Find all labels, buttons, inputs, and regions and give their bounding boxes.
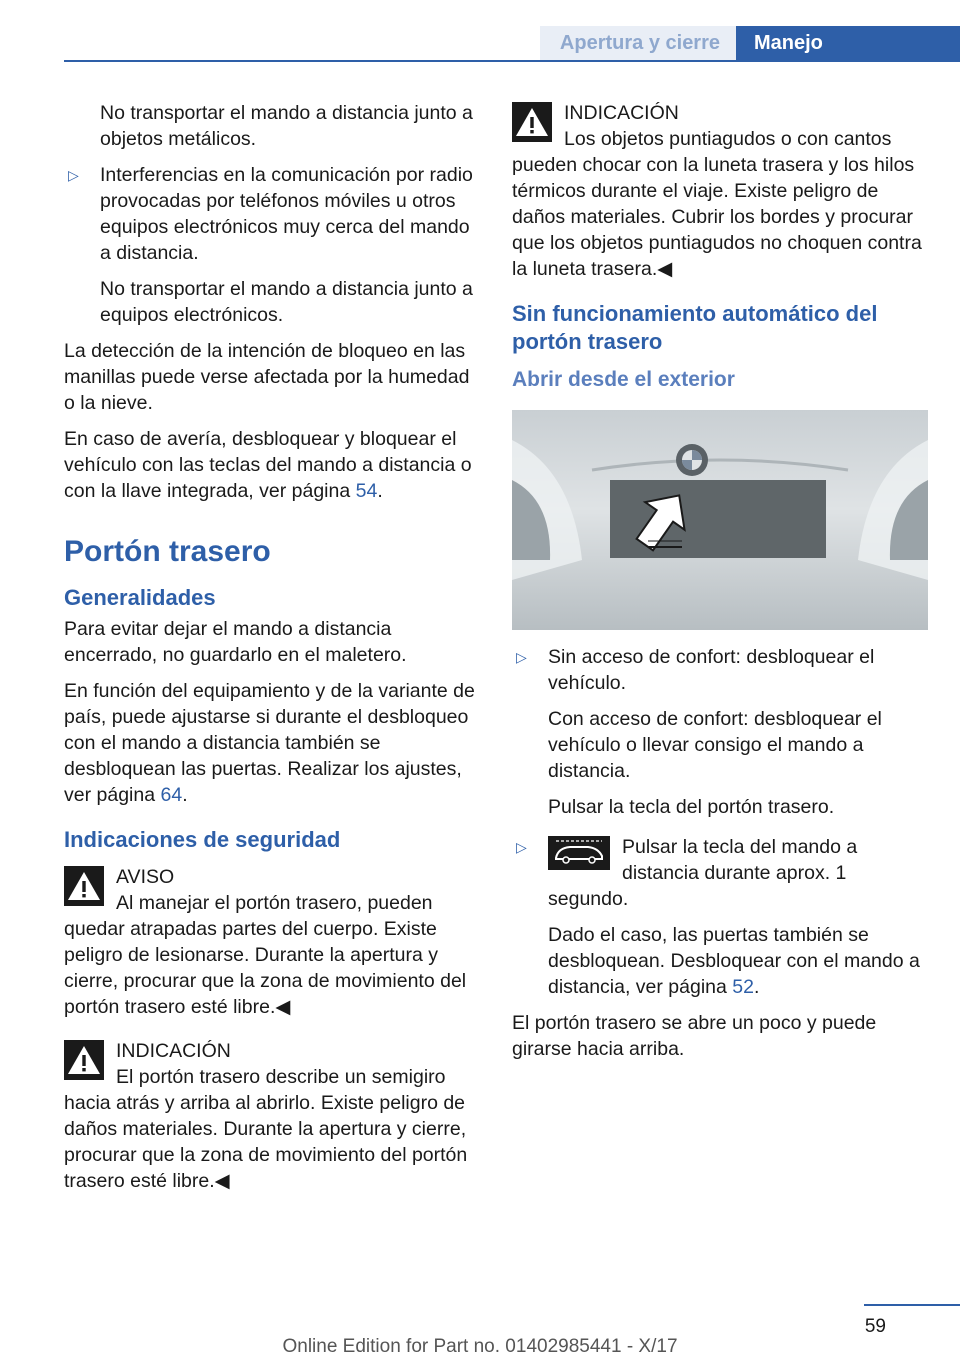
header-tab-active-label: Manejo — [754, 32, 823, 54]
page-number: 59 — [864, 1316, 886, 1337]
section-title: Portón trasero — [64, 535, 271, 568]
list-item — [512, 834, 930, 912]
paragraph: No transportar el mando a distancia junto a objetos metálicos. — [100, 102, 473, 150]
paragraph: En función del equipamiento y de la variante de país, puede ajustarse si durante el desbloqueo con el mando a distancia también se desbloquean las puertas. Realizar los ajustes, ver página 64. — [64, 680, 475, 806]
page-link[interactable]: 52 — [732, 976, 754, 998]
subsection-subtitle: Abrir desde el exterior — [512, 368, 735, 391]
warning-icon — [64, 1040, 104, 1080]
header-tab-active[interactable] — [736, 26, 960, 60]
subsection-title: Sin funcionamiento automático del portón trasero — [512, 301, 878, 354]
page-link[interactable]: 54 — [355, 480, 378, 502]
right-column — [512, 100, 930, 1072]
notice-text: Los objetos puntiagudos o con cantos pueden chocar con la luneta trasera y los hilos térmicos durante el viaje. Existe peligro de daños materiales. Cubrir los bordes y procurar que los objetos puntiagudos no choquen contra la luneta trasera.◀ — [512, 128, 922, 280]
paragraph: No transportar el mando a distancia junto a equipos electrónicos. — [100, 278, 473, 326]
paragraph: Con acceso de confort: desbloquear el vehículo o llevar consigo el mando a distancia. — [548, 708, 882, 782]
notice-title: INDICACIÓN — [116, 1040, 231, 1062]
list-item-text: Interferencias en la comunicación por radio provocadas por teléfonos móviles u otros equipos electrónicos muy cerca del mando a distancia. — [100, 164, 473, 264]
bullet-triangle-icon: ▷ — [68, 167, 79, 183]
warning-icon — [64, 866, 104, 906]
warning-title: AVISO — [116, 866, 175, 888]
paragraph: En caso de avería, desbloquear y bloquear el vehículo con las teclas del mando a distancia o con la llave integrada, ver página 54. — [64, 428, 472, 502]
notice-title: INDICACIÓN — [564, 102, 679, 124]
paragraph: El portón trasero se abre un poco y puede girarse hacia arriba. — [512, 1012, 877, 1060]
left-column — [64, 100, 482, 1204]
paragraph: Pulsar la tecla del portón trasero. — [548, 796, 835, 818]
bullet-triangle-icon: ▷ — [516, 839, 527, 855]
footer-rule — [864, 1304, 960, 1306]
notice-box — [512, 100, 930, 282]
subsection-title: Generalidades — [64, 585, 216, 610]
header-tab-section[interactable] — [540, 26, 736, 60]
warning-icon — [512, 102, 552, 142]
paragraph: Dado el caso, las puertas también se desbloquean. Desbloquear con el mando a distancia, ver página 52. — [548, 924, 920, 998]
notice-box — [64, 1038, 482, 1194]
paragraph: Para evitar dejar el mando a distancia encerrado, no guardarlo en el maletero. — [64, 618, 407, 666]
list-item-text: Sin acceso de confort: desbloquear el vehículo. — [548, 646, 875, 694]
paragraph: La detección de la intención de bloqueo en las manillas puede verse afectada por la humedad o la nieve. — [64, 340, 470, 414]
warning-text: Al manejar el portón trasero, pueden quedar atrapadas partes del cuerpo. Existe peligro de lesionarse. Durante la apertura y cierre, procurar que la zona de movimiento del portón trasero esté libre.◀ — [64, 892, 467, 1018]
subsection-title: Indicaciones de seguridad — [64, 827, 341, 852]
page-link[interactable]: 64 — [160, 784, 183, 806]
footer-edition: Online Edition for Part no. 01402985441 - X/17 — [282, 1336, 678, 1357]
warning-box — [64, 864, 482, 1020]
header-tab-section-label: Apertura y cierre — [559, 32, 720, 54]
header-rule — [64, 60, 960, 62]
notice-text: El portón trasero describe un semigiro hacia atrás y arriba al abrirlo. Existe peligro de daños materiales. Durante la apertura y cierre, procurar que la zona de movimiento del portón trasero esté libre.◀ — [64, 1066, 468, 1192]
list-item — [512, 644, 930, 696]
tailgate-photo — [512, 410, 928, 630]
footer — [0, 1336, 960, 1358]
bullet-triangle-icon: ▷ — [516, 649, 527, 665]
list-item-text: Pulsar la tecla del mando a distancia durante aprox. 1 segundo. — [548, 836, 858, 910]
list-item — [64, 162, 482, 266]
tailgate-key-icon — [548, 836, 610, 870]
